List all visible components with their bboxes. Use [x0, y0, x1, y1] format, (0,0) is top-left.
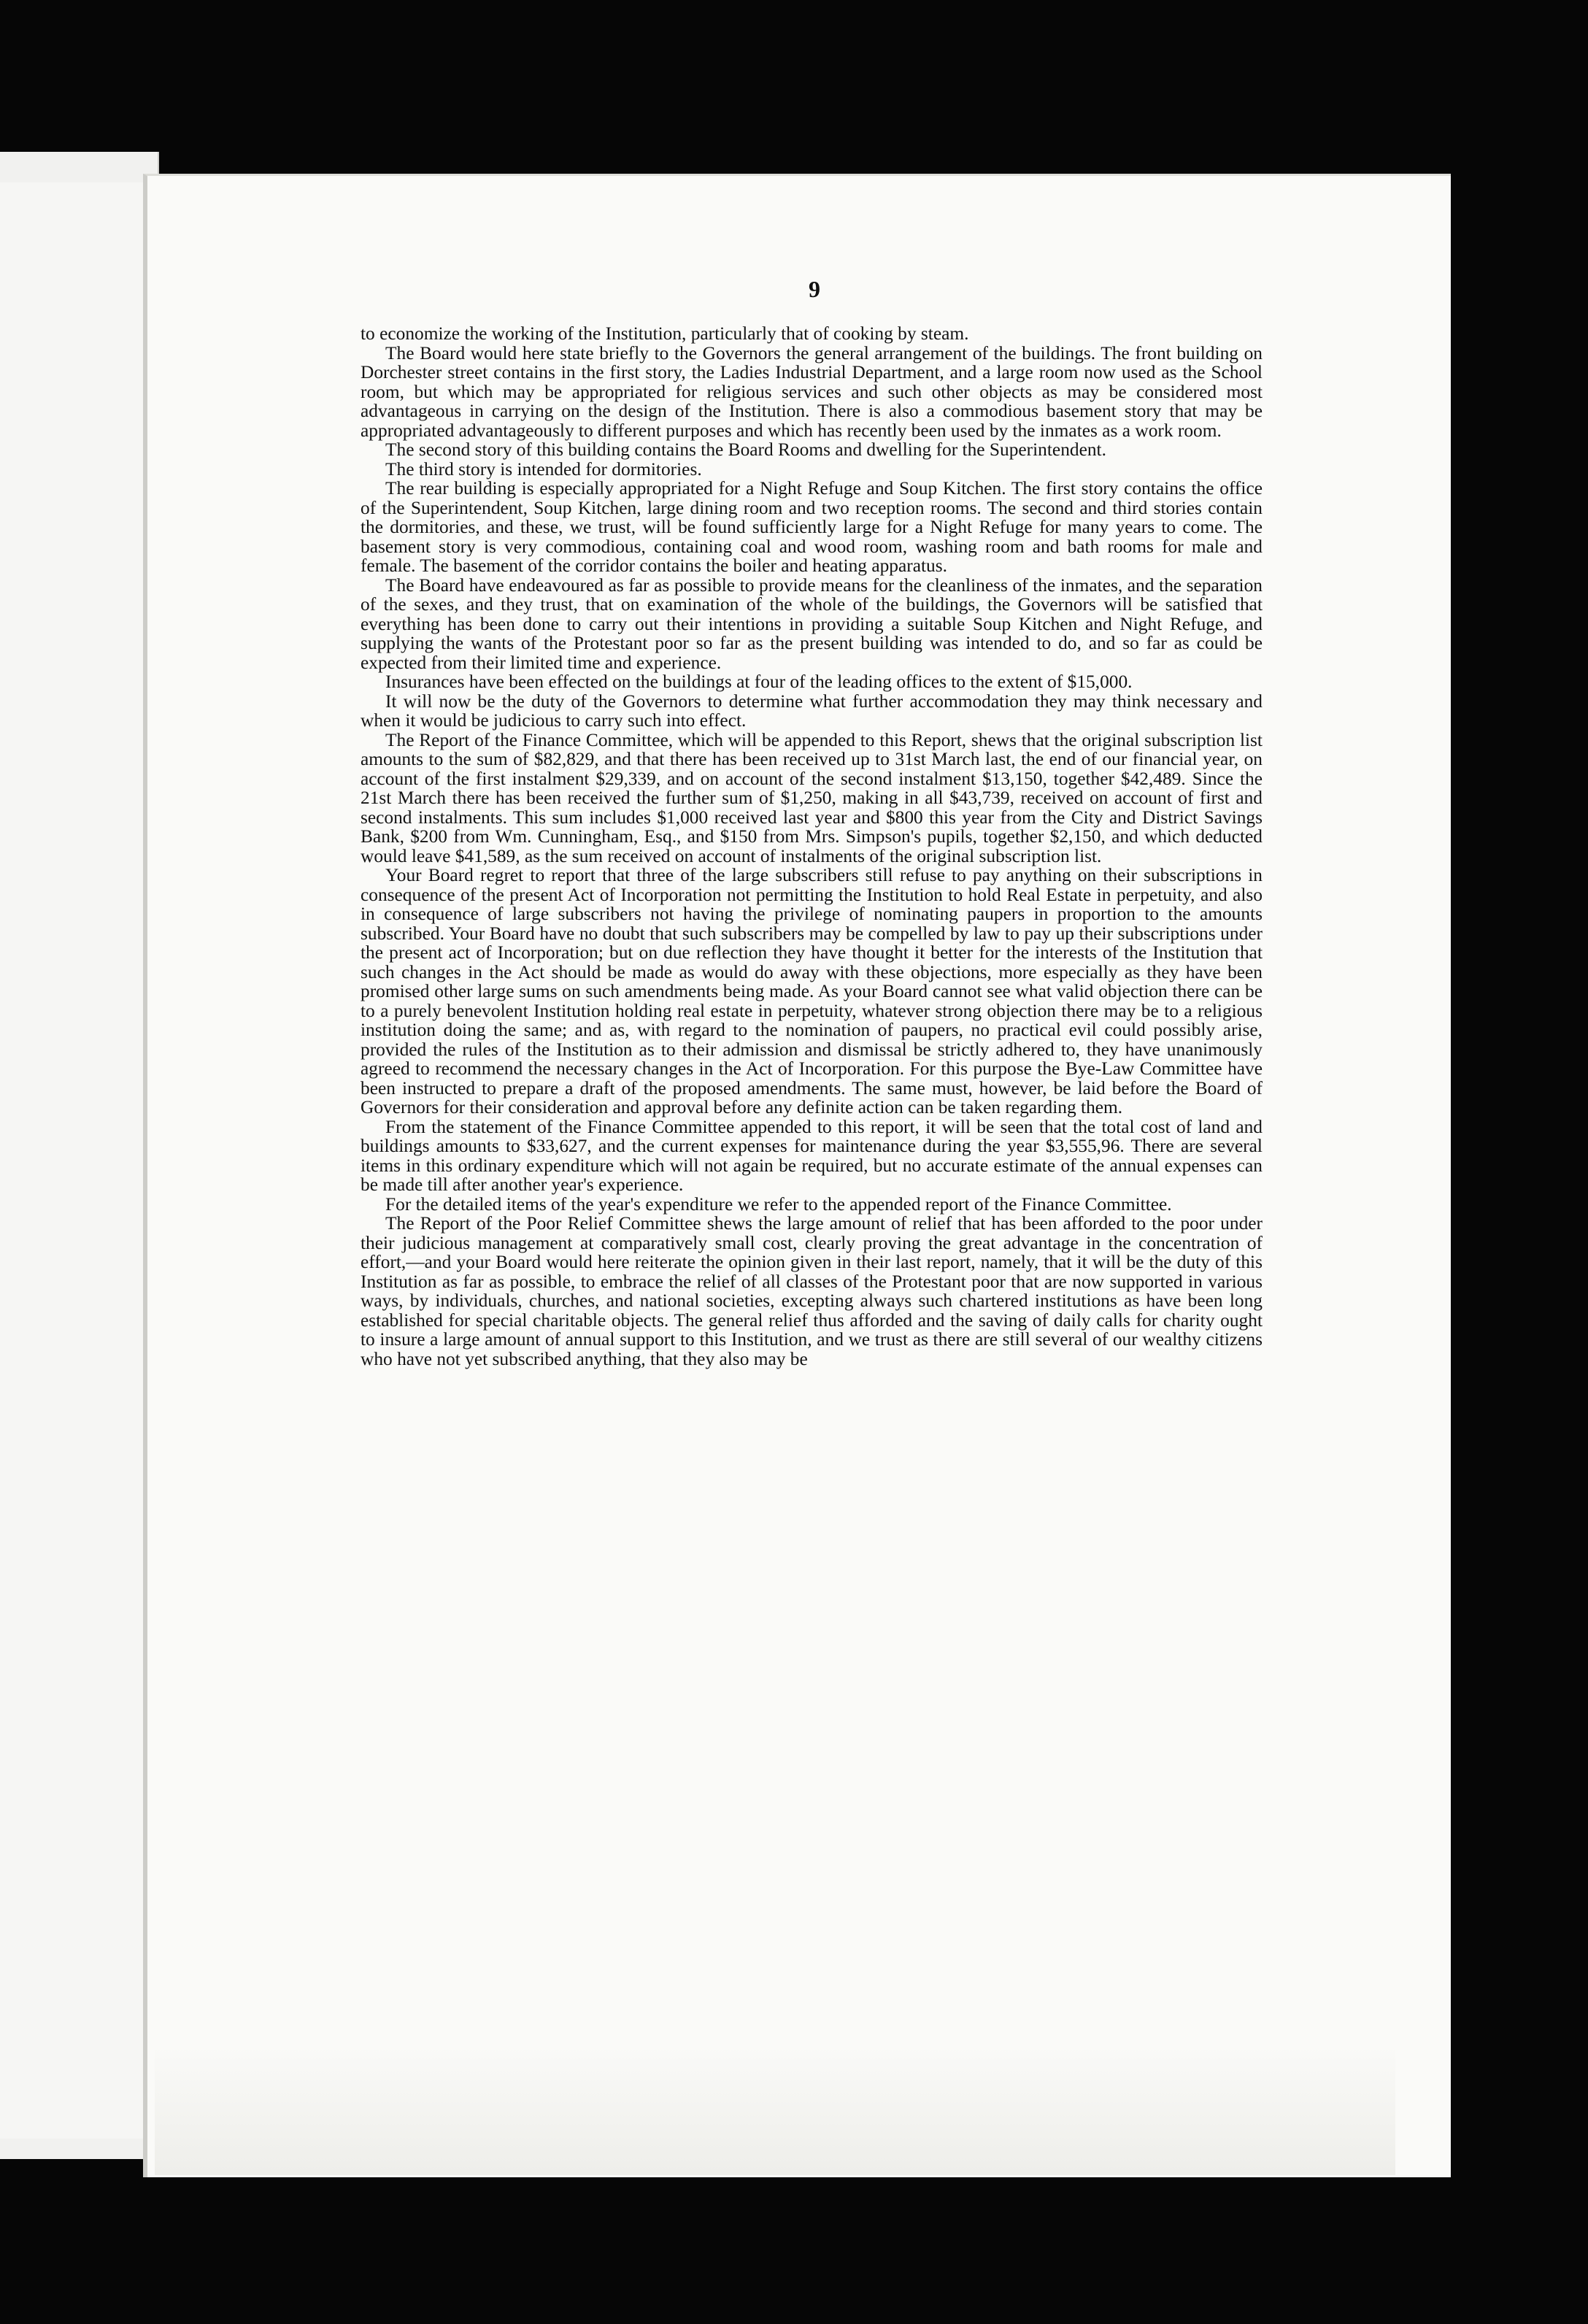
page-lower-shading — [155, 2044, 1395, 2175]
paragraph: The second story of this building contains the Board Rooms and dwelling for the Superintendent. — [385, 439, 1106, 460]
page-number: 9 — [809, 276, 820, 302]
paragraph: The Board have endeavoured as far as possible to provide means for the cleanliness of the inmates, and the separation of the sexes, and they trust, that on examination of the whole of the buildings, the Governors will be satisfied that everything has been done to carry out their intentions in providing a suitable Soup Kitchen and Night Refuge, and supplying the wants of the Protestant poor so far as the present building was intended to do, and so far as could be expected from their limited time and experience. — [361, 574, 1263, 673]
paragraph: Insurances have been effected on the buildings at four of the leading offices to the extent of $15,000. — [385, 672, 1133, 692]
paragraph: The rear building is especially appropriated for a Night Refuge and Soup Kitchen. The first story contains the office of the Superintendent, Soup Kitchen, large dining room and two reception rooms. The second and third stories contain the dormitories, and these, we trust, will be found sufficiently large for a Night Refuge for many years to come. The basement story is very commodious, containing coal and wood room, washing room and bath rooms for male and female. The basement of the corridor contains the boiler and heating apparatus. — [361, 478, 1263, 576]
paragraph: to economize the working of the Institution, particularly that of cooking by steam. — [361, 324, 969, 344]
previous-page-inner-edge — [0, 182, 147, 2139]
body-text — [361, 324, 1263, 1886]
paragraph: The Report of the Finance Committee, which will be appended to this Report, shews that the original subscription list amounts to the sum of $82,829, and that there has been received up to 31st March last, the end of our financial year, on account of the first instalment $29,339, and on account of the second instalment $13,150, together $42,489. Since the 21st March there has been received the further sum of $1,250, making in all $43,739, received on account of first and second instalments. This sum includes $1,000 received last year and $800 this year from the City and District Savings Bank, $200 from Wm. Cunningham, Esq., and $150 from Mrs. Simpson's pupils, together $2,150, and which deducted would leave $41,589, as the sum received on account of instalments of the original subscription list. — [361, 729, 1263, 866]
paragraph: The Board would here state briefly to the Governors the general arrangement of the buildings. The front building on Dorchester street contains in the first story, the Ladies Industrial Department, and a large room now used as the School room, but which may be appropriated for religious services and such other objects as may be considered most advantageous in carrying on the design of the Institution. There is also a commodious basement story that may be appropriated advantageously to different purposes and which has recently been used by the inmates as a work room. — [361, 342, 1263, 441]
paragraph: From the statement of the Finance Committee appended to this report, it will be seen that the total cost of land and buildings amounts to $33,627, and the current expenses for maintenance during the year $3,555,96. There are several items in this ordinary expenditure which will not again be required, but no accurate estimate of the annual expenses can be made till after another year's experience. — [361, 1116, 1263, 1195]
paragraph: The third story is intended for dormitories. — [385, 458, 702, 480]
paragraph: It will now be the duty of the Governors to determine what further accommodation they may think necessary and when it would be judicious to carry such into effect. — [361, 690, 1263, 731]
paragraph: Your Board regret to report that three of the large subscribers still refuse to pay anything on their subscriptions in consequence of the present Act of Incorporation not permitting the Institution to hold Real Estate in perpetuity, and also in consequence of large subscribers not having the privilege of nominating paupers in proportion to the amounts subscribed. Your Board have no doubt that such subscribers may be compelled by law to pay up their subscriptions under the present act of Incorporation; but on due reflection they have thought it better for the interests of the Institution that such changes in the Act should be made as would do away with these objections, more especially as they have been promised other large sums on such amendments being made. As your Board cannot see what valid objection there can be to a purely benevolent Institution holding real estate in perpetuity, whatever strong objection there may be to a religious institution doing the same; and as, with regard to the nomination of paupers, no practical evil could possibly arise, provided the rules of the Institution as to their admission and dismissal be strictly adhered to, they have unanimously agreed to recommend the necessary changes in the Act of Incorporation. For this purpose the Bye-Law Committee have been instructed to prepare a draft of the proposed amendments. The same must, however, be laid before the Board of Governors for their consideration and approval before any definite action can be taken regarding them. — [361, 865, 1263, 1117]
paragraph: The Report of the Poor Relief Committee shews the large amount of relief that has been afforded to the poor under their judicious management at comparatively small cost, clearly proving the great advantage in the concentration of effort,—and your Board would here reiterate the opinion given in their last report, namely, that it will be the duty of this Institution as far as possible, to embrace the relief of all classes of the Protestant poor that are now supported in various ways, by individuals, churches, and national societies, excepting always such chartered institutions as have been long established for special charitable objects. The general relief thus afforded and the saving of daily calls for charity ought to insure a large amount of annual support to this Institution, and we trust as there are still several of our wealthy citizens who have not yet subscribed anything, that they also may be — [361, 1213, 1263, 1369]
paragraph: For the detailed items of the year's expenditure we refer to the appended report of the Finance Committee. — [385, 1193, 1172, 1215]
